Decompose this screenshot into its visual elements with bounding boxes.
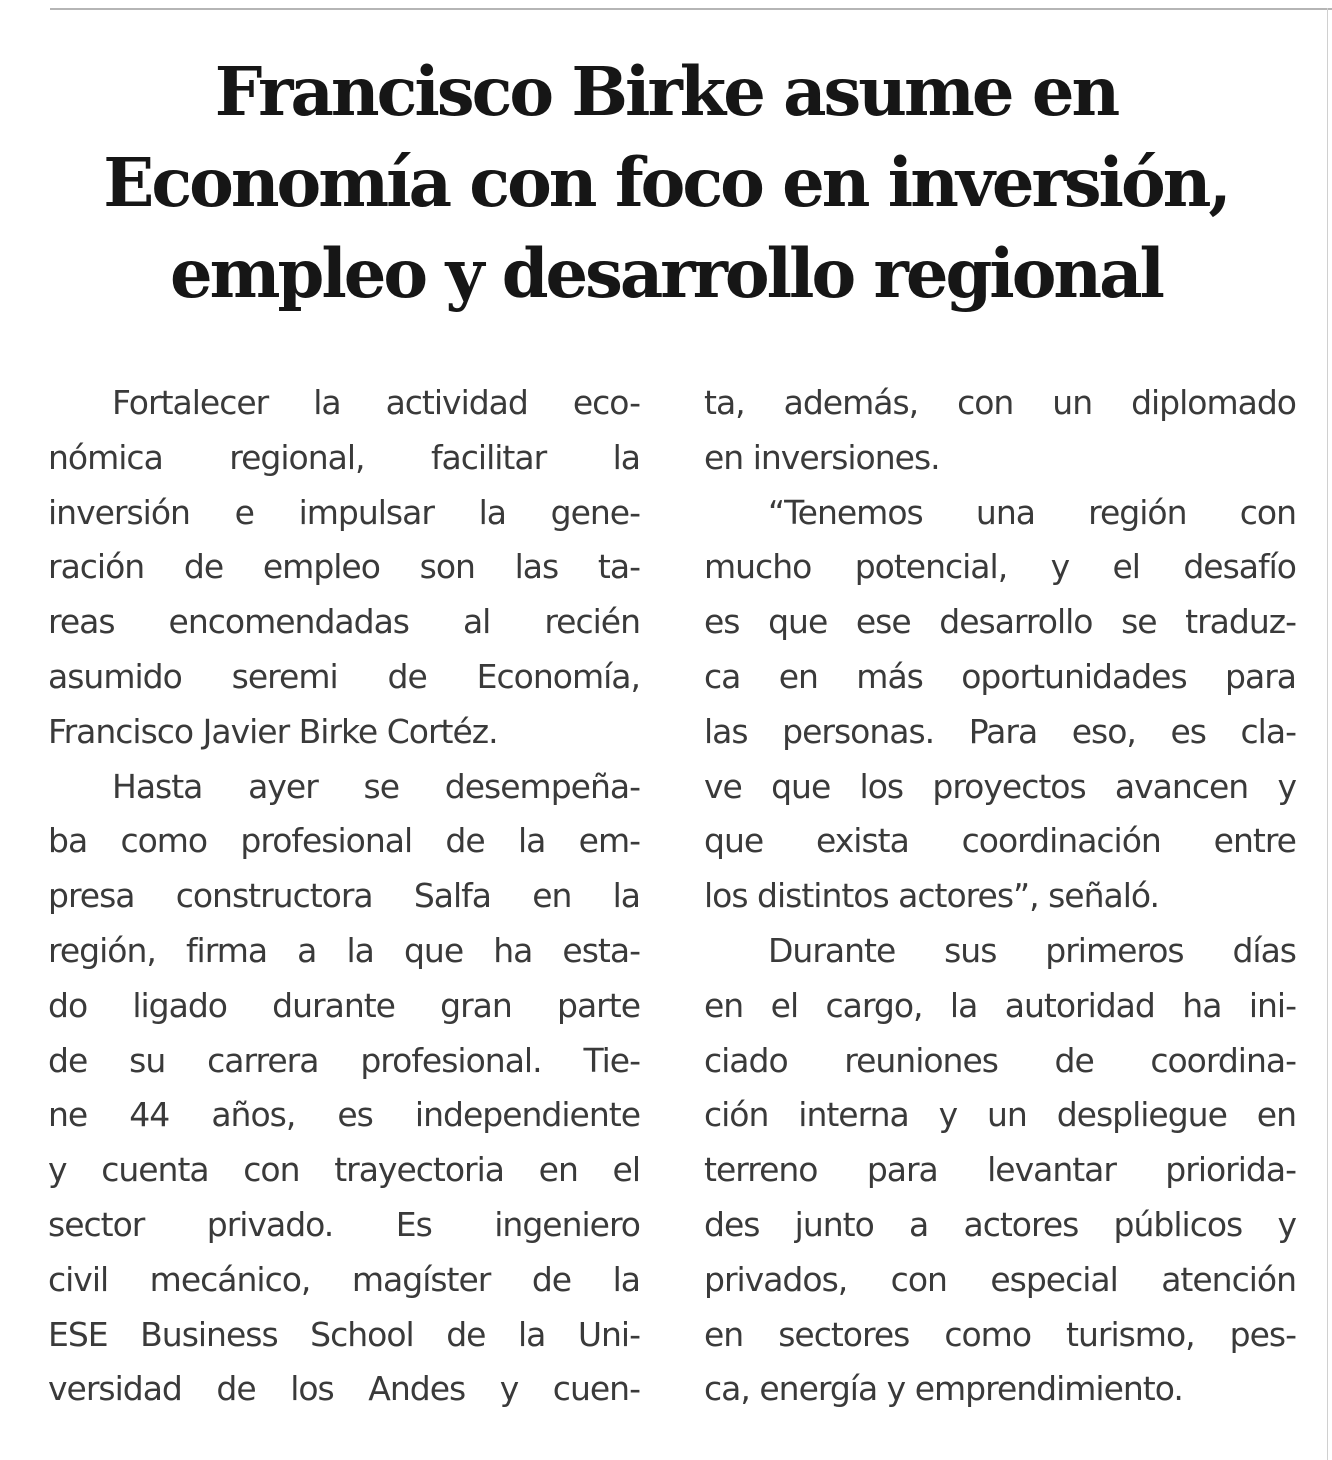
body-text-line: versidad de los Andes y cuen- bbox=[48, 1369, 640, 1409]
body-text-line: ta, además, con un diplomado bbox=[704, 383, 1296, 422]
article-headline bbox=[20, 46, 1312, 319]
body-text-line: Hasta ayer se desempeña- bbox=[112, 766, 640, 806]
body-text-line: des junto a actores públicos y bbox=[704, 1204, 1296, 1244]
body-text-line: nómica regional, facilitar la bbox=[48, 437, 640, 477]
body-text-line: en el cargo, la autoridad ha ini- bbox=[704, 985, 1296, 1025]
body-text-line: civil mecánico, magíster de la bbox=[48, 1259, 640, 1299]
body-text-line: presa constructora Salfa en la bbox=[48, 876, 640, 916]
body-text-line: y cuenta con trayectoria en el bbox=[48, 1150, 640, 1190]
body-text-line: mucho potencial, y el desafío bbox=[704, 547, 1296, 587]
body-text-line: ciado reuniones de coordina- bbox=[704, 1040, 1296, 1080]
body-text-line: ba como profesional de la em- bbox=[48, 821, 640, 861]
article-column-right bbox=[704, 376, 1296, 1417]
body-text-line: de su carrera profesional. Tie- bbox=[48, 1040, 640, 1080]
headline-line: Economía con foco en inversión, bbox=[103, 143, 1229, 222]
body-text-line: Francisco Javier Birke Cortéz. bbox=[48, 711, 498, 751]
headline-line: Francisco Birke asume en bbox=[214, 52, 1118, 131]
body-text-line: Fortalecer la actividad eco- bbox=[112, 383, 640, 422]
body-text-line: ESE Business School de la Uni- bbox=[48, 1314, 640, 1354]
body-text-line: en inversiones. bbox=[704, 437, 940, 477]
body-text-line: en sectores como turismo, pes- bbox=[704, 1314, 1296, 1354]
body-text-line: ve que los proyectos avancen y bbox=[704, 766, 1296, 806]
body-text-line: los distintos actores”, señaló. bbox=[704, 876, 1159, 916]
body-text-line: las personas. Para eso, es cla- bbox=[704, 711, 1296, 751]
body-text-line: ca en más oportunidades para bbox=[704, 656, 1296, 696]
body-text-line: Durante sus primeros días bbox=[768, 930, 1296, 970]
body-text-line: ración de empleo son las ta- bbox=[48, 547, 640, 587]
body-text-line: que exista coordinación entre bbox=[704, 821, 1296, 861]
body-text-line: reas encomendadas al recién bbox=[48, 602, 640, 642]
body-text-line: es que ese desarrollo se traduz- bbox=[704, 602, 1296, 642]
headline-line: empleo y desarrollo regional bbox=[169, 234, 1163, 313]
top-rule bbox=[50, 8, 1332, 10]
right-rule bbox=[1327, 8, 1328, 1460]
body-text-line: sector privado. Es ingeniero bbox=[48, 1204, 640, 1244]
body-text-line: inversión e impulsar la gene- bbox=[48, 492, 640, 532]
body-text-line: región, firma a la que ha esta- bbox=[48, 930, 640, 970]
body-text-line: privados, con especial atención bbox=[704, 1259, 1296, 1299]
body-text-line: do ligado durante gran parte bbox=[48, 985, 640, 1025]
body-text-line: terreno para levantar priorida- bbox=[704, 1150, 1296, 1190]
body-text-line: ne 44 años, es independiente bbox=[48, 1095, 640, 1135]
body-text-line: “Tenemos una región con bbox=[768, 492, 1296, 532]
body-text-line: ca, energía y emprendimiento. bbox=[704, 1369, 1183, 1409]
body-text-line: asumido seremi de Economía, bbox=[48, 656, 640, 696]
article-column-left bbox=[48, 376, 640, 1417]
body-text-line: ción interna y un despliegue en bbox=[704, 1095, 1296, 1135]
